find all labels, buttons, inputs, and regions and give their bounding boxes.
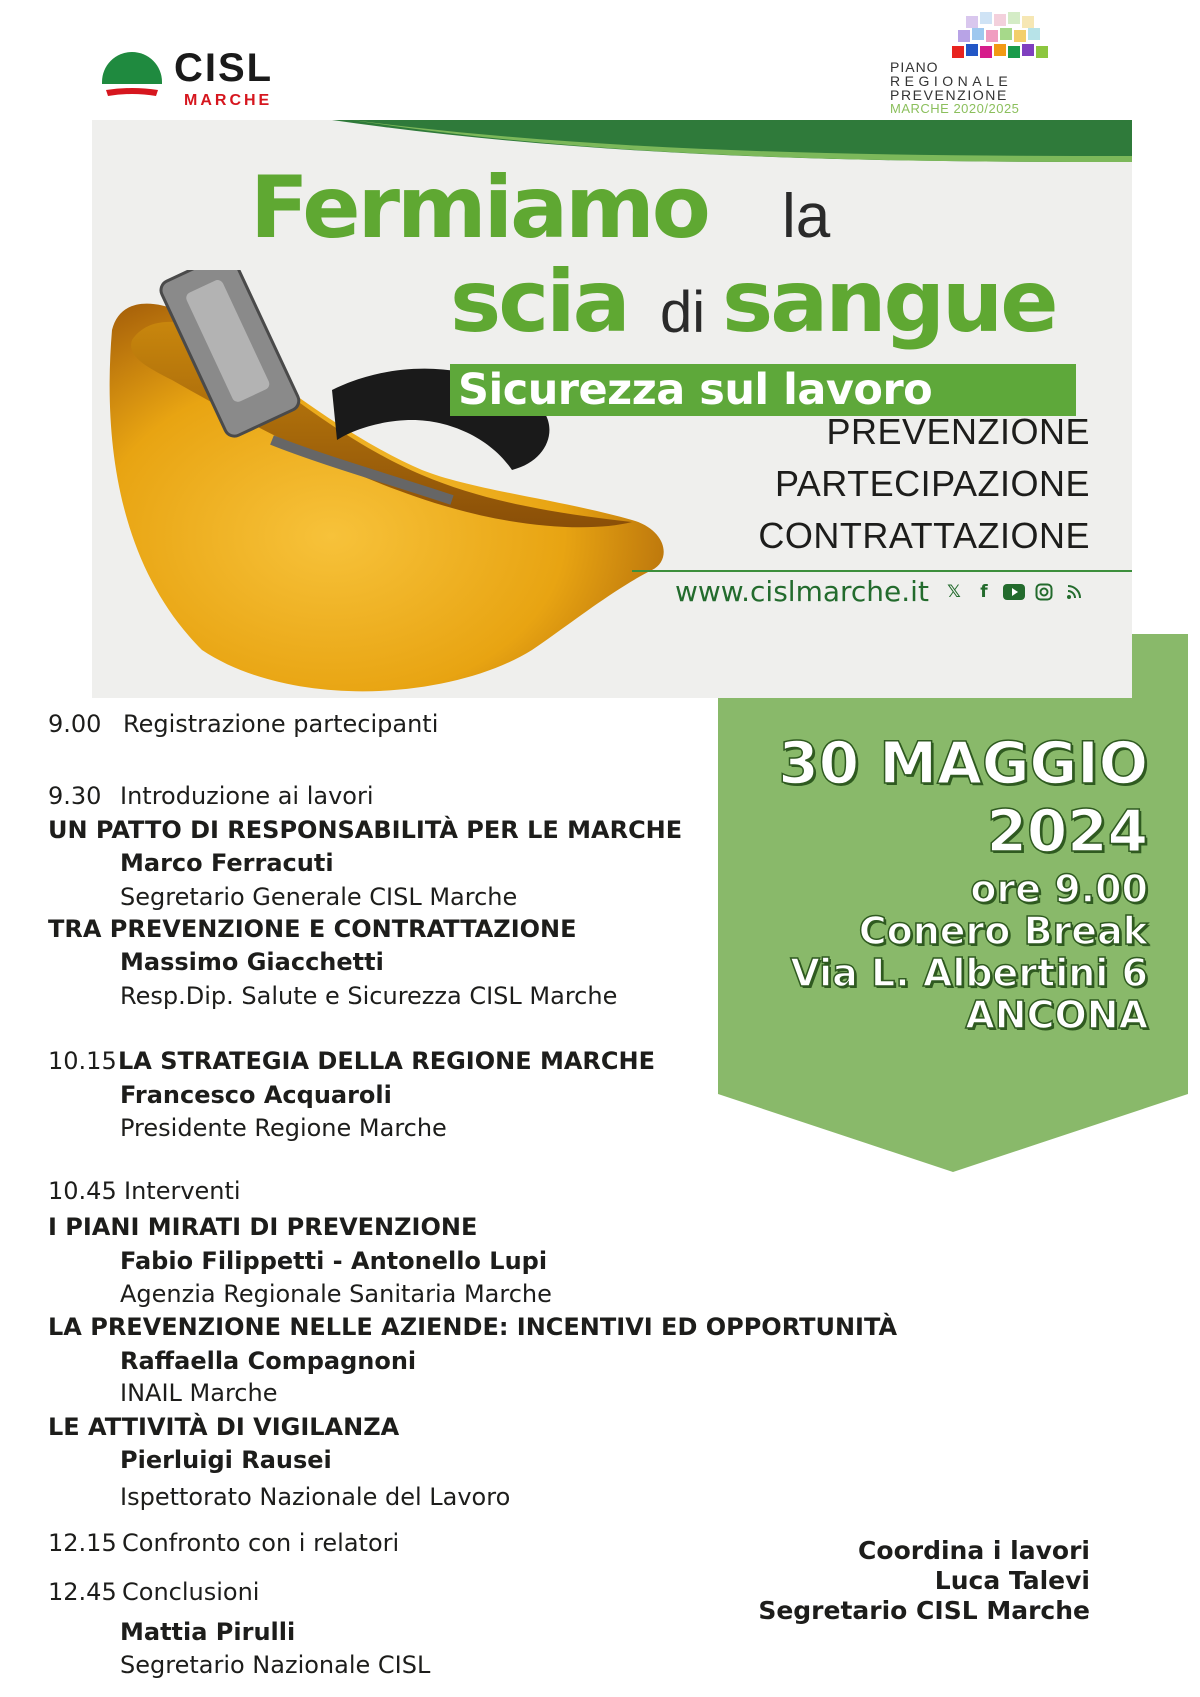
session-title: LA STRATEGIA DELLA REGIONE MARCHE	[118, 1047, 655, 1075]
speaker-role: Agenzia Regionale Sanitaria Marche	[120, 1280, 552, 1308]
x-icon[interactable]: 𝕏	[947, 582, 961, 602]
speaker-role: Segretario Generale CISL Marche	[120, 883, 518, 911]
youtube-icon[interactable]	[1002, 580, 1026, 604]
event-address: Via L. Albertini 6	[790, 951, 1148, 995]
keyword-contrattazione: CONTRATTAZIONE	[758, 515, 1090, 556]
time-label: 12.15	[48, 1529, 117, 1557]
title-scia: scia	[450, 252, 628, 352]
title-la: la	[782, 182, 831, 251]
item-label: Registrazione partecipanti	[123, 710, 439, 738]
time-label: 10.45	[48, 1177, 117, 1205]
speaker-role: Resp.Dip. Salute e Sicurezza CISL Marche	[120, 982, 618, 1010]
item-label: Confronto con i relatori	[122, 1529, 400, 1557]
item-label: Conclusioni	[122, 1578, 260, 1606]
keyword-prevenzione: PREVENZIONE	[826, 411, 1090, 452]
program-item-strategia	[48, 1046, 655, 1076]
session-title: I PIANI MIRATI DI PREVENZIONE	[48, 1213, 478, 1241]
speaker-role: Segretario Nazionale CISL	[120, 1651, 431, 1679]
hero-banner	[92, 120, 1132, 698]
coordinator-heading: Coordina i lavori	[858, 1536, 1090, 1565]
keyword-partecipazione: PARTECIPAZIONE	[774, 463, 1090, 504]
session-title: LE ATTIVITÀ DI VIGILANZA	[48, 1413, 400, 1441]
speaker-role: INAIL Marche	[120, 1379, 278, 1407]
cisl-region-label: MARCHE	[184, 92, 273, 109]
cisl-mark-icon	[100, 46, 164, 110]
speaker-name: Massimo Giacchetti	[120, 948, 384, 976]
session-title: TRA PREVENZIONE E CONTRATTAZIONE	[48, 915, 577, 943]
speaker-name: Marco Ferracuti	[120, 849, 334, 877]
speaker-role: Ispettorato Nazionale del Lavoro	[120, 1483, 511, 1511]
cisl-wordmark: CISL	[174, 46, 274, 90]
time-label: 9.00	[48, 710, 102, 738]
program-item-interventi	[48, 1176, 241, 1206]
cisl-marche-logo	[100, 44, 300, 112]
prp-line-piano: PIANO	[890, 59, 939, 75]
social-icons	[942, 578, 1086, 606]
program-item-introduzione	[48, 781, 374, 811]
coordinator-name: Luca Talevi	[934, 1566, 1090, 1595]
program-item-registrazione	[48, 709, 438, 739]
title-sangue: sangue	[722, 252, 1056, 352]
program-item-confronto	[48, 1528, 399, 1558]
prp-text-block	[890, 60, 1019, 116]
piano-regionale-prevenzione-logo	[890, 10, 1060, 122]
facebook-icon[interactable]: f	[980, 582, 988, 602]
event-date-year: 2024	[986, 797, 1148, 865]
speaker-name: Fabio Filippetti - Antonello Lupi	[120, 1247, 548, 1275]
speaker-name: Mattia Pirulli	[120, 1618, 296, 1646]
session-title: LA PREVENZIONE NELLE AZIENDE: INCENTIVI ED OPPORTUNITÀ	[48, 1313, 898, 1341]
time-label: 9.30	[48, 782, 102, 810]
speaker-name: Pierluigi Rausei	[120, 1446, 332, 1474]
event-city: ANCONA	[965, 993, 1148, 1037]
speaker-name: Francesco Acquaroli	[120, 1081, 392, 1109]
item-label: Introduzione ai lavori	[120, 782, 374, 810]
subtitle-sicurezza: Sicurezza sul lavoro	[458, 365, 933, 415]
prp-line-regionale: REGIONALE	[890, 73, 1013, 89]
time-label: 12.45	[48, 1578, 117, 1606]
title-fermiamo: Fermiamo	[250, 158, 708, 258]
colored-squares-icon	[952, 10, 1052, 66]
prp-line-years: MARCHE 2020/2025	[890, 101, 1020, 116]
event-venue: Conero Break	[858, 909, 1148, 953]
coordinator-role: Segretario CISL Marche	[758, 1596, 1090, 1625]
item-label: Interventi	[124, 1177, 241, 1205]
event-date-day-month: 30 MAGGIO	[778, 729, 1148, 797]
program-item-conclusioni	[48, 1577, 259, 1607]
speaker-name: Raffaella Compagnoni	[120, 1347, 417, 1375]
session-title: UN PATTO DI RESPONSABILITÀ PER LE MARCHE	[48, 816, 683, 844]
rss-icon[interactable]	[1062, 580, 1086, 604]
event-time: ore 9.00	[970, 867, 1148, 911]
title-di: di	[660, 280, 706, 345]
instagram-icon[interactable]	[1032, 580, 1056, 604]
website-link[interactable]: www.cislmarche.it	[675, 575, 929, 608]
prp-line-prevenzione: PREVENZIONE	[890, 87, 1008, 103]
time-label: 10.15	[48, 1047, 117, 1075]
speaker-role: Presidente Regione Marche	[120, 1114, 447, 1142]
